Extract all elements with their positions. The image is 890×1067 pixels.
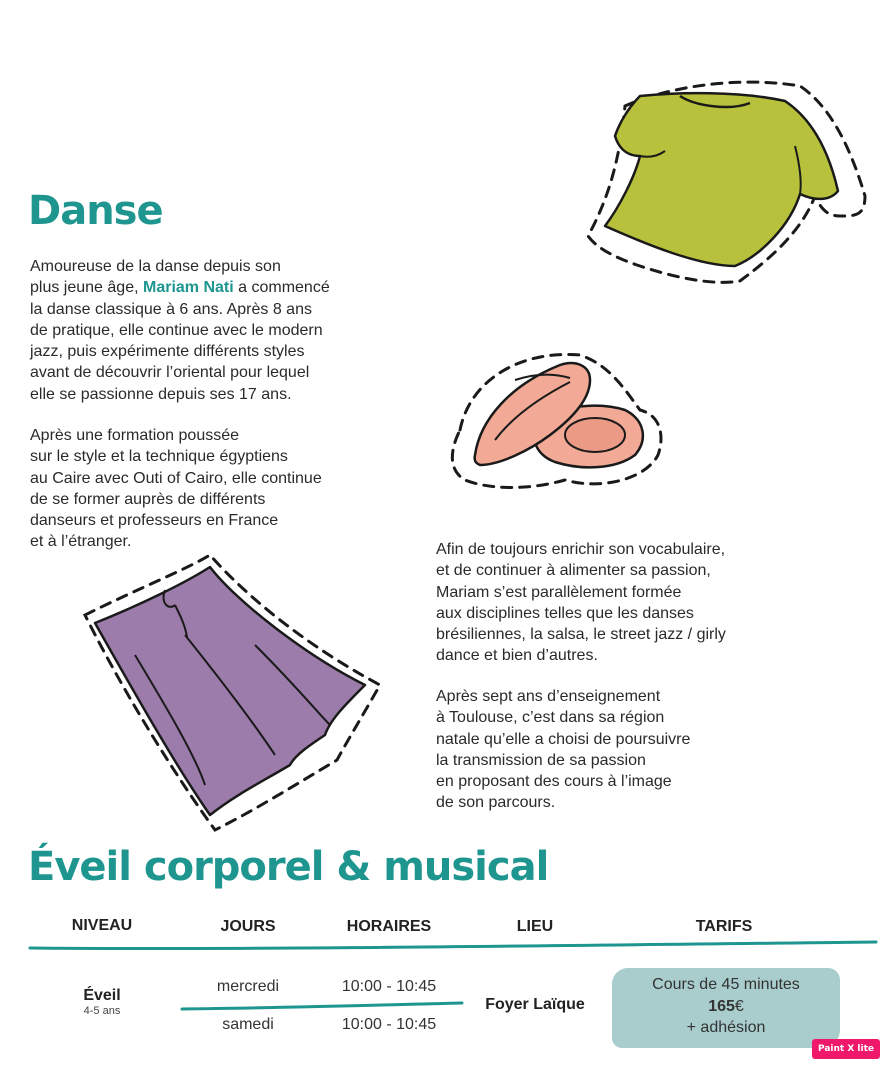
paintx-badge: Paint X lite	[812, 1039, 880, 1059]
paragraph-intro-end: a commencé la danse classique à 6 ans. Après 8 ans de pratique, elle continue avec le modern jazz, puis expérimente différents styles avant de découvrir l’oriental pour lequel elle se passionne depuis ses 17 ans.	[30, 279, 330, 403]
niveau-label: Éveil	[83, 987, 121, 1004]
header-tarifs: TARIFS	[695, 918, 753, 935]
tarif-cell	[612, 974, 840, 1039]
teacher-name: Mariam Nati	[142, 279, 234, 297]
header-lieu: LIEU	[516, 918, 554, 935]
header-jours: JOURS	[220, 918, 276, 935]
tarif-currency: €	[734, 997, 744, 1015]
section-title-danse: Danse	[28, 188, 163, 234]
tarif-price	[612, 996, 840, 1018]
niveau-cell	[52, 987, 152, 1017]
header-niveau: NIVEAU	[71, 917, 133, 934]
paragraph-formation: Après une formation poussée sur le style et la technique égyptiens au Caire avec Outi of Cairo, elle continue de se former auprès de différents danseurs et professeurs en France et à l’étranger.	[30, 427, 322, 551]
tarif-adhesion: + adhésion	[686, 1019, 766, 1036]
tarif-amount: 165	[708, 997, 735, 1015]
header-horaires: HORAIRES	[346, 918, 432, 935]
lieu-cell: Foyer Laïque	[485, 996, 585, 1013]
skirt-illustration	[75, 545, 395, 835]
paragraph-vocabulaire: Afin de toujours enrichir son vocabulaire, et de continuer à alimenter sa passion, Mariam s’est parallèlement formée aux disciplines telles que les danses brésiliennes, la salsa, le street jazz / girly dance et bien d’autres.	[436, 541, 726, 665]
t-shirt-illustration	[580, 66, 870, 326]
header-divider	[28, 940, 880, 954]
day-mercredi: mercredi	[216, 978, 280, 995]
time-mercredi: 10:00 - 10:45	[341, 978, 437, 995]
paragraph-intro	[30, 256, 430, 405]
day-samedi: samedi	[222, 1016, 274, 1033]
paragraph-intro-start: Amoureuse de la danse depuis son plus jeune âge,	[30, 258, 281, 297]
row-divider	[180, 1001, 465, 1013]
paragraph-toulouse: Après sept ans d’enseignement à Toulouse, c’est dans sa région natale qu’elle a choisi de poursuivre la transmission de sa passion en proposant des cours à l’image de son parcours.	[436, 688, 691, 812]
ballet-shoes-illustration	[440, 340, 675, 500]
section-title-eveil: Éveil corporel & musical	[28, 844, 549, 890]
time-samedi: 10:00 - 10:45	[341, 1016, 437, 1033]
niveau-age: 4-5 ans	[83, 1005, 121, 1017]
tarif-duration: Cours de 45 minutes	[652, 976, 800, 993]
